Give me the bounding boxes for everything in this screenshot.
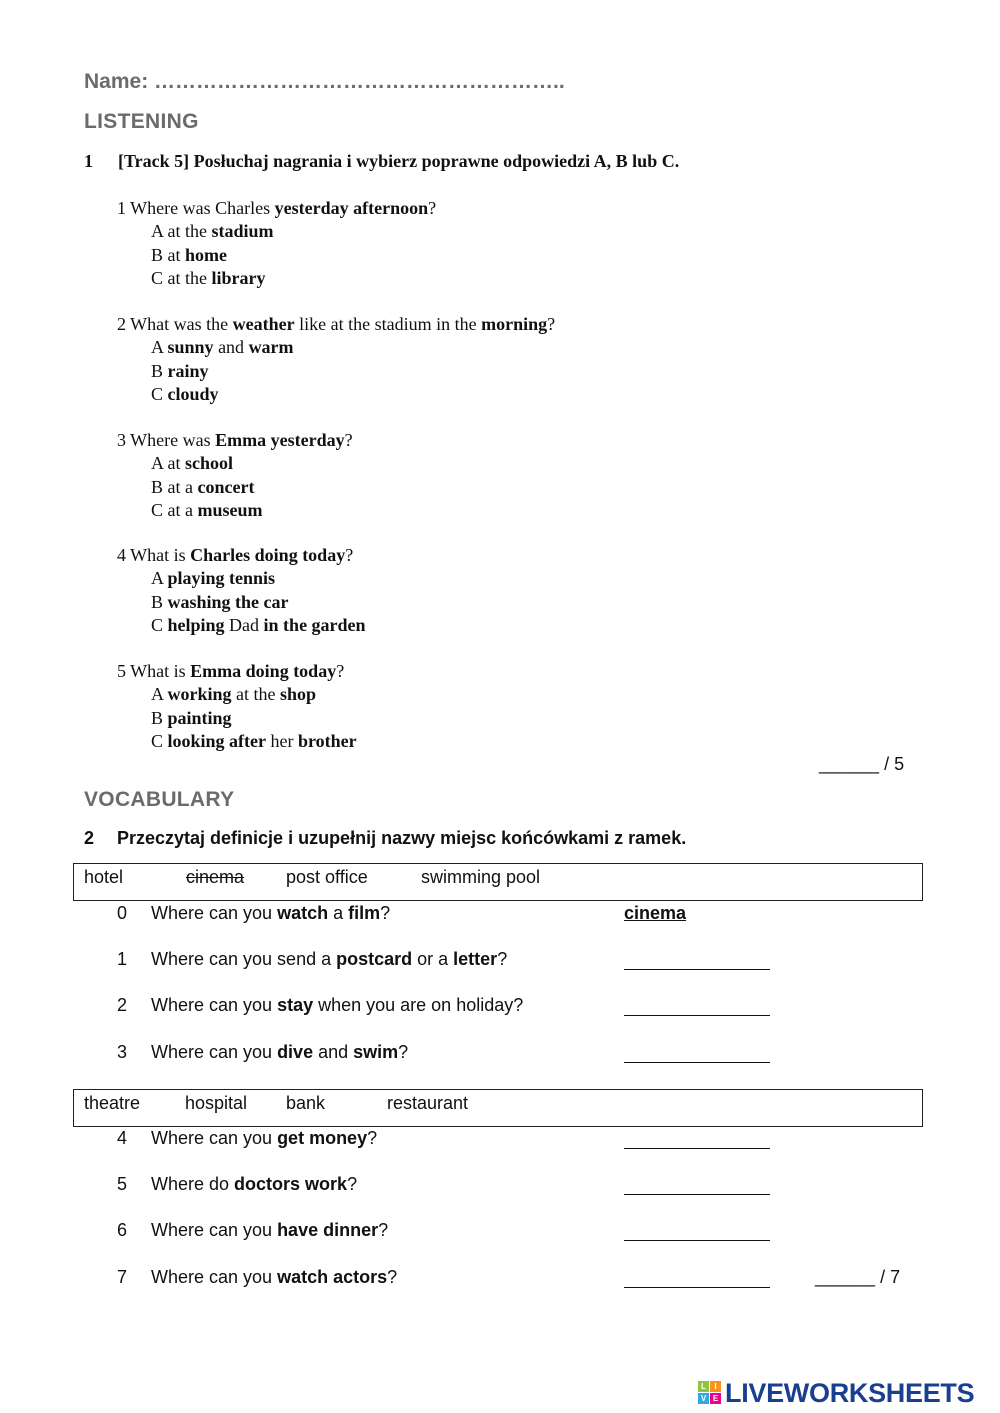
answer-option[interactable]: [117, 360, 555, 383]
word-box-word: restaurant: [387, 1093, 469, 1113]
vocab-text: a: [328, 903, 349, 923]
logo-tile: I: [710, 1381, 721, 1392]
option-keyword: school: [185, 453, 234, 474]
vocab-text: or a: [412, 949, 454, 969]
option-keyword: working: [167, 684, 232, 705]
option-text: C at a: [151, 499, 198, 520]
option-keyword: rainy: [167, 360, 209, 381]
question-text: [117, 660, 357, 683]
vocab-text: ?: [380, 903, 391, 923]
question-text: [117, 197, 436, 220]
option-keyword: helping: [167, 614, 225, 635]
vocab-question: [151, 903, 390, 924]
answer-option[interactable]: [117, 267, 436, 290]
vocab-item-number: 1: [117, 949, 128, 969]
vocab-keyword: postcard: [336, 949, 413, 969]
question-text: ?: [428, 198, 437, 218]
answer-blank-4[interactable]: [624, 1148, 770, 1149]
exercise-1-score[interactable]: ______ / 5: [819, 754, 905, 774]
vocab-keyword: letter: [453, 949, 498, 969]
word-box-word: theatre: [84, 1093, 141, 1113]
answer-blank-6[interactable]: [624, 1240, 770, 1241]
vocab-keyword: have dinner: [277, 1220, 379, 1240]
vocab-item-number: 0: [117, 903, 128, 923]
vocab-answer-example: cinema: [624, 903, 687, 923]
listening-question-5: [117, 660, 357, 753]
logo-tile: E: [710, 1393, 721, 1404]
vocab-question: [151, 1174, 357, 1195]
option-text: B at: [151, 244, 185, 265]
question-keyword: Charles doing today: [190, 545, 346, 565]
listening-question-4: [117, 544, 366, 637]
question-keyword: yesterday afternoon: [274, 198, 429, 218]
option-keyword: museum: [197, 499, 263, 520]
question-text: 5 What is: [117, 661, 191, 681]
liveworksheets-logo: [698, 1378, 974, 1408]
vocab-question: [151, 1042, 408, 1063]
option-text: Dad: [224, 614, 264, 635]
option-text: C at the: [151, 267, 212, 288]
option-text: B: [151, 360, 168, 381]
vocab-keyword: dive: [277, 1042, 314, 1062]
name-line: Name: …………………………………………………..: [84, 70, 565, 93]
question-text: [117, 544, 366, 567]
vocab-keyword: swim: [353, 1042, 399, 1062]
exercise-2-score[interactable]: ______ / 7: [815, 1267, 901, 1287]
vocab-text: when you are on holiday?: [313, 995, 524, 1015]
answer-blank-7[interactable]: [624, 1287, 770, 1288]
option-keyword: stadium: [211, 221, 274, 242]
vocab-text: ?: [347, 1174, 358, 1194]
exercise-2-instruction: Przeczytaj definicje i uzupełnij nazwy miejsc końcówkami z ramek.: [117, 828, 687, 848]
option-keyword: looking after: [167, 730, 267, 751]
vocab-item-number: 3: [117, 1042, 128, 1062]
listening-heading: LISTENING: [84, 110, 199, 133]
option-keyword: shop: [280, 684, 317, 705]
exercise-1-instruction: [Track 5] Posłuchaj nagrania i wybierz poprawne odpowiedzi A, B lub C.: [118, 151, 680, 171]
exercise-2-number: 2: [84, 828, 95, 848]
answer-option[interactable]: [117, 336, 555, 359]
vocab-text: Where can you: [151, 995, 278, 1015]
answer-blank-1[interactable]: [624, 969, 770, 970]
option-text: and: [213, 337, 249, 358]
option-text: A: [151, 684, 168, 705]
question-keyword: Emma yesterday: [215, 430, 345, 450]
answer-blank-3[interactable]: [624, 1062, 770, 1063]
vocab-item-number: 5: [117, 1174, 128, 1194]
option-text: C: [151, 614, 168, 635]
word-box-word: bank: [286, 1093, 326, 1113]
logo-tile: V: [698, 1393, 709, 1404]
word-box-word: hospital: [185, 1093, 248, 1113]
option-keyword: painting: [167, 707, 232, 728]
vocab-text: and: [313, 1042, 354, 1062]
vocab-text: ?: [367, 1128, 378, 1148]
option-text: B: [151, 707, 168, 728]
word-box-word-used: cinema: [186, 867, 245, 887]
question-keyword: weather: [232, 314, 295, 334]
option-text: A: [151, 337, 168, 358]
option-text: C: [151, 383, 168, 404]
option-text: B at a: [151, 476, 198, 497]
word-box-word: swimming pool: [421, 867, 541, 887]
vocab-text: Where can you: [151, 1128, 278, 1148]
option-keyword: home: [185, 244, 227, 265]
vocab-keyword: stay: [277, 995, 314, 1015]
vocab-text: ?: [398, 1042, 409, 1062]
word-box-2: [73, 1089, 923, 1127]
vocab-text: Where can you: [151, 1220, 278, 1240]
question-text: ?: [345, 545, 354, 565]
answer-option[interactable]: [117, 476, 353, 499]
option-keyword: cloudy: [167, 383, 219, 404]
answer-option[interactable]: [117, 220, 436, 243]
answer-option[interactable]: [117, 244, 436, 267]
vocab-question: [151, 1267, 397, 1288]
option-keyword: library: [211, 267, 266, 288]
answer-option[interactable]: [117, 730, 357, 753]
vocabulary-heading: VOCABULARY: [84, 788, 235, 811]
listening-question-3: [117, 429, 353, 522]
vocab-question: [151, 995, 523, 1016]
question-text: 3 Where was: [117, 430, 216, 450]
vocab-text: Where do: [151, 1174, 235, 1194]
vocab-question: [151, 949, 507, 970]
vocab-text: Where can you send a: [151, 949, 337, 969]
question-text: 2 What was the: [117, 314, 233, 334]
answer-option[interactable]: [117, 614, 366, 637]
listening-question-2: [117, 313, 555, 406]
exercise-2-title: [84, 828, 686, 849]
option-text: C: [151, 730, 168, 751]
vocab-item-number: 7: [117, 1267, 128, 1287]
vocab-question: [151, 1220, 388, 1241]
answer-blank-2[interactable]: [624, 1015, 770, 1016]
logo-tile: L: [698, 1381, 709, 1392]
answer-blank-5[interactable]: [624, 1194, 770, 1195]
question-keyword: Emma doing today: [190, 661, 337, 681]
word-box-word: post office: [286, 867, 368, 887]
question-text: ?: [547, 314, 556, 334]
option-keyword: playing tennis: [167, 568, 276, 589]
option-text: A at the: [151, 221, 212, 242]
vocab-text: Where can you: [151, 1267, 278, 1287]
answer-option[interactable]: [117, 591, 366, 614]
question-keyword: morning: [481, 314, 548, 334]
option-text: A: [151, 568, 168, 589]
option-text: B: [151, 591, 168, 612]
answer-option[interactable]: [117, 499, 353, 522]
exercise-1-number: 1: [84, 151, 93, 171]
answer-option[interactable]: [117, 683, 357, 706]
vocab-keyword: watch actors: [277, 1267, 388, 1287]
question-text: [117, 429, 353, 452]
vocab-text: ?: [378, 1220, 389, 1240]
word-box-1: [73, 863, 923, 901]
vocab-keyword: doctors work: [234, 1174, 348, 1194]
vocab-keyword: watch: [277, 903, 329, 923]
vocab-item-number: 2: [117, 995, 128, 1015]
vocab-keyword: film: [348, 903, 381, 923]
option-keyword: in the garden: [263, 614, 366, 635]
vocab-keyword: get money: [277, 1128, 368, 1148]
question-text: 1 Where was Charles: [117, 198, 275, 218]
option-keyword: washing the car: [167, 591, 289, 612]
liveworksheets-logo-text: LIVEWORKSHEETS: [725, 1377, 975, 1408]
option-keyword: warm: [248, 337, 294, 358]
option-text: A at: [151, 453, 185, 474]
option-text: her: [266, 730, 298, 751]
question-text: [117, 313, 555, 336]
vocab-question: [151, 1128, 377, 1149]
option-keyword: sunny: [167, 337, 214, 358]
question-text: ?: [336, 661, 345, 681]
vocab-text: ?: [497, 949, 508, 969]
option-keyword: concert: [197, 476, 255, 497]
answer-option[interactable]: [117, 383, 555, 406]
vocab-item-number: 6: [117, 1220, 128, 1240]
vocab-text: Where can you: [151, 903, 278, 923]
question-text: like at the stadium in the: [294, 314, 482, 334]
option-text: at the: [231, 684, 281, 705]
question-text: ?: [344, 430, 353, 450]
answer-option[interactable]: [117, 567, 366, 590]
vocab-item-number: 4: [117, 1128, 128, 1148]
liveworksheets-logo-icon: [698, 1381, 722, 1405]
question-text: 4 What is: [117, 545, 191, 565]
exercise-1-title: [84, 151, 679, 172]
vocab-text: Where can you: [151, 1042, 278, 1062]
answer-option[interactable]: [117, 707, 357, 730]
listening-question-1: [117, 197, 436, 290]
word-box-word: hotel: [84, 867, 124, 887]
answer-option[interactable]: [117, 452, 353, 475]
vocab-text: ?: [387, 1267, 398, 1287]
option-keyword: brother: [298, 730, 357, 751]
